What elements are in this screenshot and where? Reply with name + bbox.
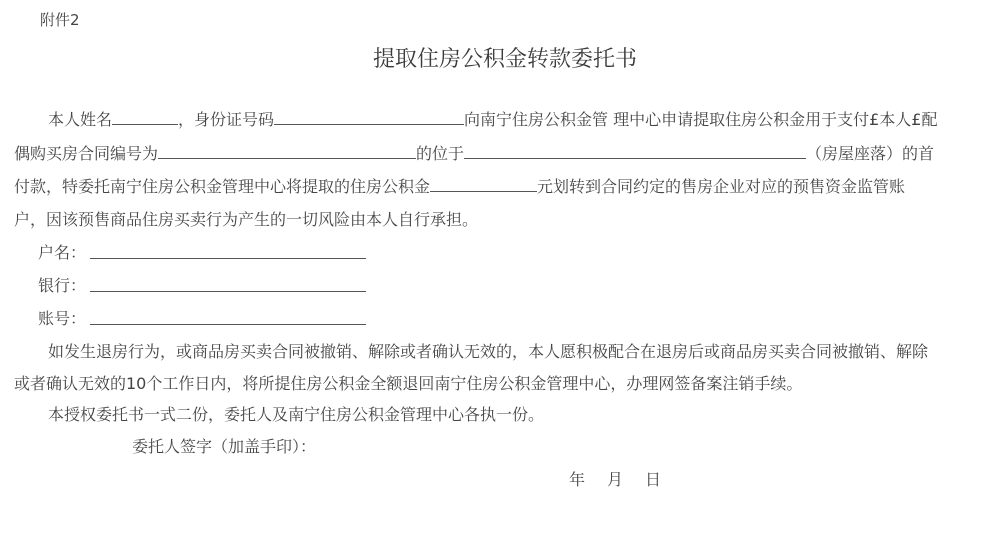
- year-label: 年: [569, 470, 586, 489]
- account-name-line[interactable]: [90, 258, 366, 259]
- id-number-blank[interactable]: [274, 109, 464, 125]
- para1-line1-text: 向南宁住房公积金管 理中心申请提取住房公积金用于支付£本人£配: [464, 110, 938, 129]
- account-number-line[interactable]: [90, 324, 366, 325]
- para3-text: 本授权委托书一式二份，委托人及南宁住房公积金管理中心各执一份。: [48, 405, 545, 424]
- para2-line1-text: 如发生退房行为，或商品房买卖合同被撤销、解除或者确认无效的，本人愿积极配合在退房后或商品房买卖合同被撤销、解除: [48, 342, 929, 361]
- amount-blank[interactable]: [430, 176, 537, 192]
- day-label: 日: [645, 470, 662, 489]
- document-title: 提取住房公积金转款委托书: [372, 47, 637, 72]
- date-line: [569, 469, 661, 491]
- para1-line4: 户，因该预售商品住房买卖行为产生的一切风险由本人自行承担。: [14, 210, 479, 229]
- house-location-blank[interactable]: [464, 143, 806, 159]
- para2-line1: [14, 341, 994, 363]
- account-name-label: 户名：: [38, 243, 87, 262]
- contract-number-blank[interactable]: [158, 143, 416, 159]
- located-label: 的位于: [416, 144, 465, 163]
- para1-line3-tail: 元划转到合同约定的售房企业对应的预售资金监管账: [537, 177, 906, 196]
- signature-label: 委托人签字（加盖手印）：: [132, 437, 317, 456]
- bank-line[interactable]: [90, 291, 366, 292]
- id-label: ，身份证号码: [178, 110, 275, 129]
- para1-line3-text: 付款，特委托南宁住房公积金管理中心将提取的住房公积金: [14, 177, 431, 196]
- para1-line2: [14, 143, 994, 165]
- para1-line3: [14, 176, 994, 198]
- contract-label: 偶购买房合同编号为: [14, 144, 159, 163]
- name-label: 本人姓名: [48, 110, 113, 129]
- para1-line1: [14, 109, 994, 131]
- bank-label: 银行：: [38, 276, 87, 295]
- para1-line2-text: （房屋座落）的首: [806, 144, 935, 163]
- para3: [14, 404, 994, 426]
- attachment-label: 附件2: [40, 11, 80, 29]
- month-label: 月: [607, 470, 624, 489]
- para2-line2: 或者确认无效的10个工作日内，将所提住房公积金全额退回南宁住房公积金管理中心，办理网签备案注销手续。: [14, 374, 803, 393]
- name-blank[interactable]: [112, 109, 178, 125]
- account-number-label: 账号：: [38, 309, 87, 328]
